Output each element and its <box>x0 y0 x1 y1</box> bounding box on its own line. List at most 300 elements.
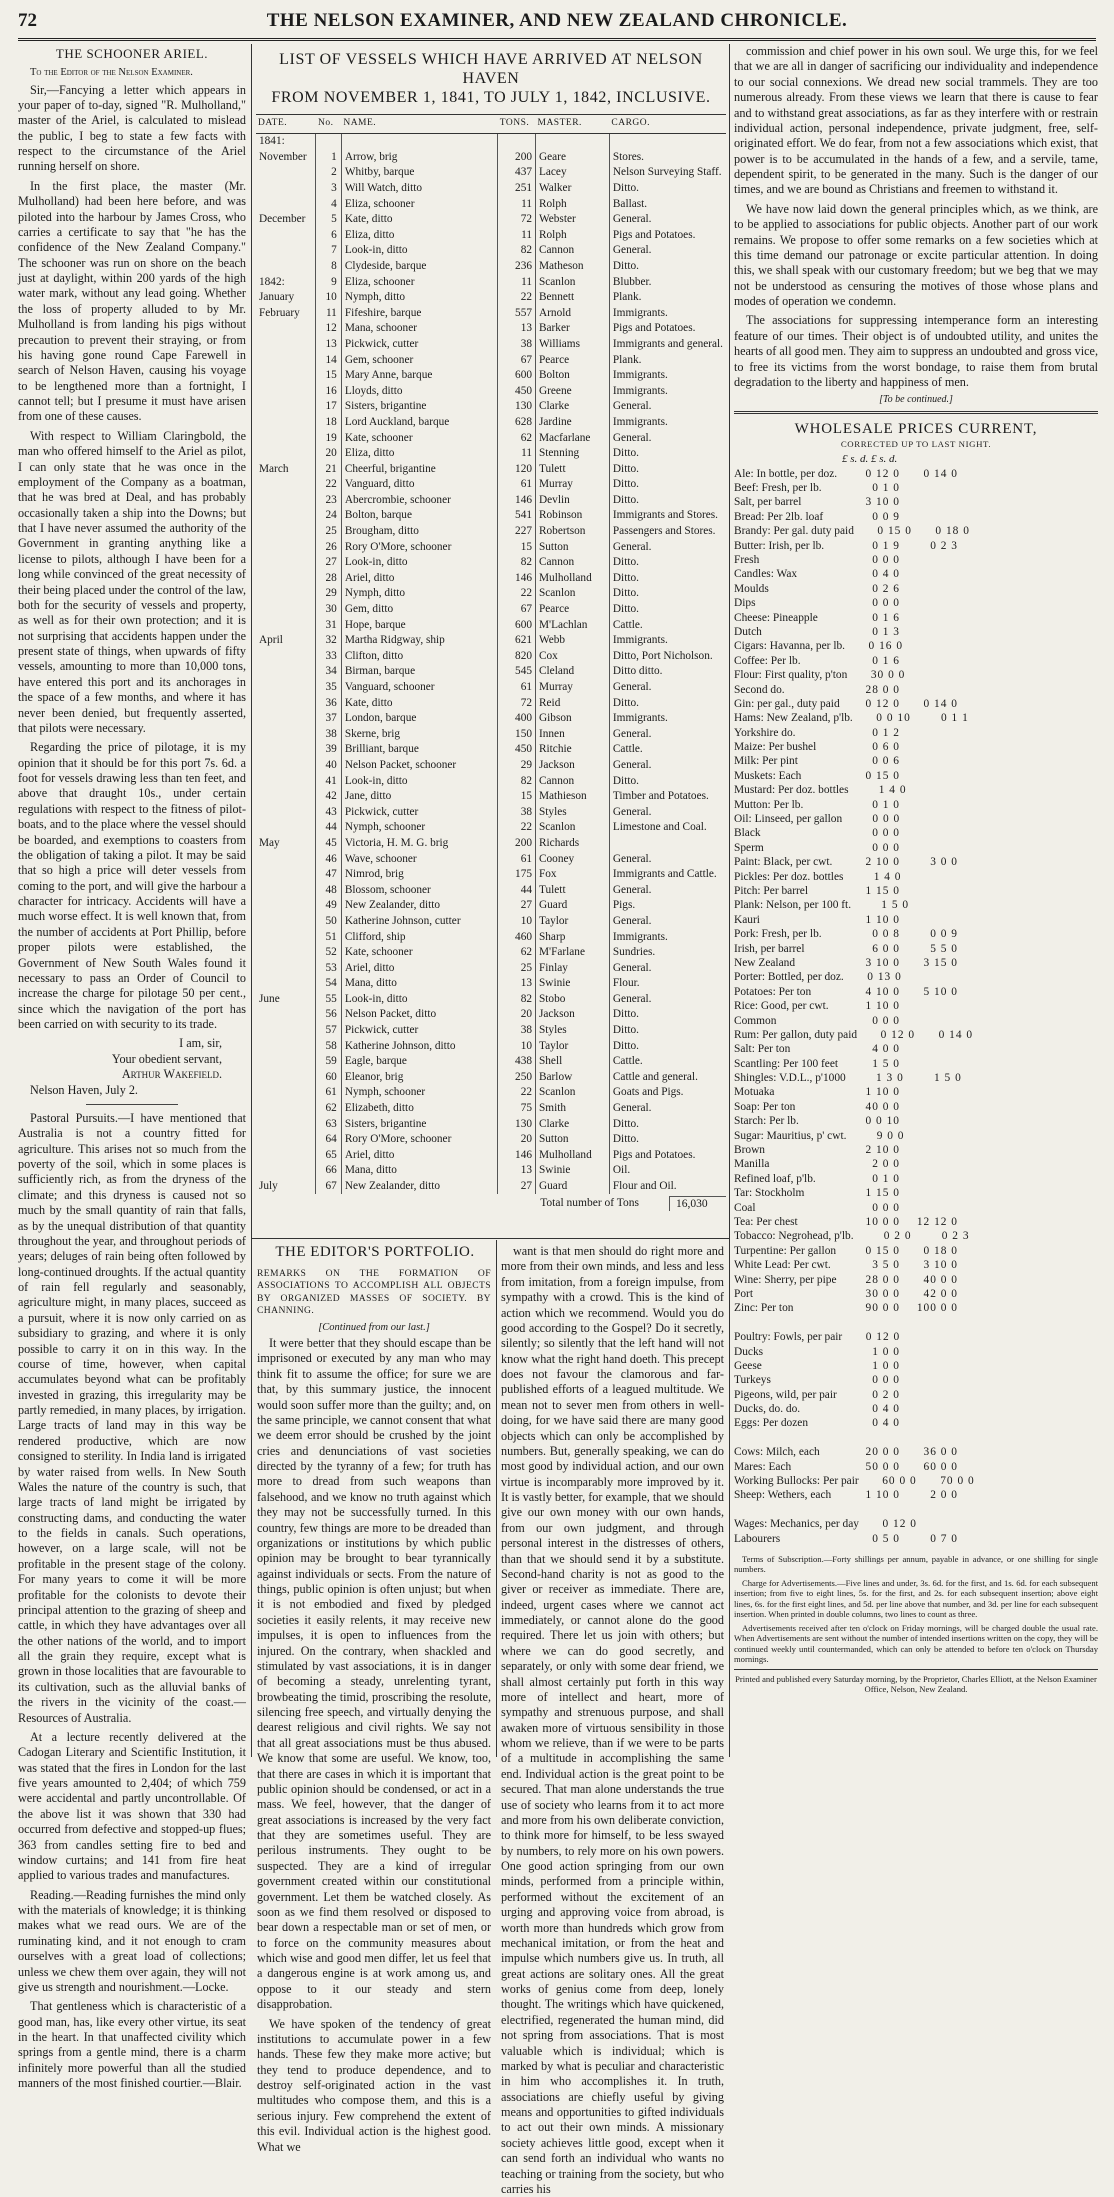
vessel-tons: 82 <box>498 991 536 1007</box>
table-row <box>256 243 726 259</box>
vessel-tons: 450 <box>498 742 536 758</box>
price-high <box>906 1157 958 1171</box>
price-high <box>906 754 958 768</box>
table-row <box>256 336 726 352</box>
vessel-name: Look-in, ditto <box>341 773 497 789</box>
table-row <box>256 1038 726 1054</box>
vessel-date <box>256 851 316 867</box>
vessel-cargo: Passengers and Stores. <box>612 525 716 538</box>
vessel-tons: 11 <box>498 445 536 461</box>
vessel-master: Bolton <box>536 367 610 383</box>
price-row <box>734 927 1098 941</box>
vessel-tons: 15 <box>498 539 536 555</box>
vessel-no: 64 <box>316 1132 341 1148</box>
vessel-cargo: Sundries. <box>612 946 656 959</box>
price-item: Coffee: Per lb. <box>734 654 801 667</box>
price-row <box>734 798 1098 812</box>
vessel-date <box>256 508 316 524</box>
paragraph: Terms of Subscription.—Forty shillings per annum, payable in advance, or one shilling for single numbers. <box>734 1553 1098 1575</box>
vessel-master: Finlay <box>536 960 610 976</box>
price-low: 0 2 0 <box>883 1230 912 1243</box>
vessel-date <box>256 664 316 680</box>
closing-2: Your obedient servant, <box>111 1051 222 1066</box>
price-row <box>734 942 1098 956</box>
vessel-master: Reid <box>536 695 610 711</box>
vessel-name: Eliza, ditto <box>341 445 497 461</box>
vessel-cargo: Limestone and Coal. <box>612 821 707 834</box>
vessel-name: New Zealander, ditto <box>341 1178 497 1194</box>
portfolio-title: THE EDITOR'S PORTFOLIO. <box>275 1244 475 1260</box>
price-item: Rice: Good, per cwt. <box>734 1000 829 1013</box>
price-item: Pigeons, wild, per pair <box>734 1388 837 1401</box>
vessels-table-body <box>256 133 726 1194</box>
price-high <box>906 740 958 754</box>
vessel-tons: 460 <box>498 929 536 945</box>
price-low: 0 1 0 <box>872 1172 900 1185</box>
vessel-master: Mulholland <box>536 570 610 586</box>
vessel-master: Mulholland <box>536 1147 610 1163</box>
price-row <box>734 1085 1098 1099</box>
price-high: 3 0 0 <box>930 856 958 869</box>
vessel-master: Jackson <box>536 757 610 773</box>
total-row <box>256 1196 726 1211</box>
vessel-cargo: Ditto, Port Nicholson. <box>612 649 713 662</box>
prices-column-head <box>734 453 1098 467</box>
vessel-name: Bolton, barque <box>341 508 497 524</box>
vessel-tons: 22 <box>498 820 536 836</box>
price-row <box>734 1301 1098 1315</box>
vessel-date <box>256 1132 316 1148</box>
vessel-cargo: Ditto. <box>612 696 639 709</box>
price-high: 12 12 0 <box>916 1215 958 1228</box>
vessel-cargo <box>609 835 726 851</box>
vessel-name: Nimrod, brig <box>341 866 497 882</box>
price-high: 0 18 0 <box>923 1244 958 1257</box>
price-high <box>906 553 958 567</box>
price-item: Cheese: Pineapple <box>734 611 818 624</box>
price-low: 2 10 0 <box>865 856 900 869</box>
price-high: 0 18 0 <box>935 525 970 538</box>
vessel-tons: 545 <box>498 664 536 680</box>
table-row <box>256 399 726 415</box>
vessel-no: 30 <box>316 601 341 617</box>
vessel-master: Jackson <box>536 1007 610 1023</box>
vessel-no: 16 <box>316 383 341 399</box>
vessel-name: Whitby, barque <box>341 165 497 181</box>
vessel-cargo: Oil. <box>612 1164 631 1177</box>
price-low: 30 0 0 <box>870 669 906 682</box>
portfolio-text-1 <box>257 1336 491 2155</box>
vessel-cargo: Goats and Pigs. <box>612 1086 684 1099</box>
vessel-name: Mana, ditto <box>341 976 497 992</box>
price-high <box>906 798 958 812</box>
vessel-date: April <box>256 633 316 649</box>
price-row <box>734 1157 1098 1171</box>
vessel-cargo: Blubber. <box>612 275 652 288</box>
vessel-tons: 67 <box>498 601 536 617</box>
price-row <box>734 1416 1098 1430</box>
price-item: Potatoes: Per ton <box>734 985 812 998</box>
vessel-name: Ariel, ditto <box>341 570 497 586</box>
paragraph: That gentleness which is characteristic of a good man, has, like every other virtue, its seat in the heart. In that unaffected civility which springs from a gentle mind, there is a charm infinitely more powerful than all the studied manners of the most finished courtier.—Blair. <box>18 1999 246 2091</box>
price-row <box>734 1488 1098 1502</box>
vessel-date <box>256 695 316 711</box>
vessel-date <box>256 570 316 586</box>
price-low: 6 0 0 <box>872 942 900 955</box>
price-low: 1 3 0 <box>875 1072 904 1085</box>
price-row <box>734 1100 1098 1114</box>
price-row <box>734 1316 1098 1330</box>
vessel-date <box>256 196 316 212</box>
price-item: Soap: Per ton <box>734 1100 796 1113</box>
vessel-cargo: Cattle and general. <box>612 1070 698 1083</box>
prices-subtitle: CORRECTED UP TO LAST NIGHT. <box>840 438 992 449</box>
price-high: 0 14 0 <box>938 1028 974 1041</box>
price-low: 0 12 0 <box>865 697 900 710</box>
vessel-no: 9 <box>316 274 341 290</box>
price-row <box>734 1071 1098 1085</box>
price-low: 1 10 0 <box>865 913 900 926</box>
price-high <box>906 611 958 625</box>
col-date: DATE. <box>256 114 316 133</box>
price-row <box>734 970 1098 984</box>
vessel-no: 55 <box>316 991 341 1007</box>
vessels-title <box>256 50 726 108</box>
vessel-name: Kate, schooner <box>341 944 497 960</box>
paragraph: It were better that they should escape than be imprisoned or executed by any man who may think fit to assume the office; for sure we are that, by this summary justice, the innocent would soon suffer more than the guilty; and, on the same principle, we cannot consent that what we deem error should be crushed by the joint cries and denunciations of vast societies directed by the tyranny of a few; for truth has more to dread from such weapons than falsehood, and we know no truth against which they may not be successfully turned. In this country, few things are more to be dreaded than organizations or institutions by which public opinion may be brought to bear tyrannically against individuals or sects. From the nature of things, public opinion is often unjust; but when it is not embodied and fixed by pledged societies it easily relents, it may receive new impulses, it is open to influences from the injured. On the contrary, when shackled and stimulated by vast associations, it is in danger of becoming a steady, unrelenting tyrant, browbeating the timid, proscribing the resolute, silencing free speech, and virtually denying the dearest religious and civil rights. We say not that all great associations must be thus abused. We know that some are useful. We know, too, that there are cases in which it is important that public opinion should be condensed, or act in a mass. We feel, however, that the danger of great associations is increased by the very fact that they are sometimes useful. They are perilous instruments. They ought to be suspected. They are a kind of irregular government created within our constitutional government. Let them be watched closely. As soon as we find them resolved or disposed to bear down a respectable man or set of men, or to force on the community measures about which wise and good men differ, let us feel that a dangerous engine is at work among us, and oppose to it our steady and stern disapprobation. <box>257 1336 491 2012</box>
vessel-no: 60 <box>316 1069 341 1085</box>
vessel-master: Stenning <box>536 445 610 461</box>
price-high <box>906 481 958 495</box>
price-row <box>734 697 1098 711</box>
vessel-master: Cooney <box>536 851 610 867</box>
prices-head-spacer <box>734 453 842 467</box>
price-item: Manilla <box>734 1158 770 1171</box>
price-high: 3 10 0 <box>923 1259 958 1272</box>
table-row <box>256 1022 726 1038</box>
table-row <box>256 133 726 149</box>
vessels-table <box>256 114 726 1194</box>
vessel-tons: 20 <box>498 1132 536 1148</box>
price-low: 0 13 0 <box>867 971 902 984</box>
table-row <box>256 227 726 243</box>
price-row <box>734 711 1098 725</box>
vessel-master: Guard <box>536 1178 610 1194</box>
vessel-name: Gem, schooner <box>341 352 497 368</box>
salutation: To the Editor of the Nelson Examiner. <box>30 67 193 79</box>
paragraph: With respect to William Claringbold, the man who offered himself to the Ariel as pilot, I can only state that he was once in the employment of the Company as a boatman, that he was bred at Deal, and has probably occasionally taken a ship into the Downs; but that I have never assumed the authority of the Government in granting anything like a license to pilots, although I have been for a long while convinced of the great necessity of their being placed under the control of the law, both for the security of vessels and property, as well as for their own protection; and it is not surprising that accidents happen under the present state of things, when upwards of fifty vessels, amounting to more than 10,000 tons, have entered this port and its anchorages in the space of a few months, and where it has never been denied, but frequently asserted, that pilots were necessary. <box>18 428 246 735</box>
vessel-master: Rolph <box>536 227 610 243</box>
vessel-date <box>256 1007 316 1023</box>
price-high <box>909 639 961 653</box>
vessel-name: Nymph, ditto <box>341 289 497 305</box>
price-row <box>734 1359 1098 1373</box>
price-item: Tobacco: Negrohead, p'lb. <box>734 1230 854 1243</box>
vessel-name: Eliza, schooner <box>341 196 497 212</box>
masthead: THE NELSON EXAMINER, AND NEW ZEALAND CHRONICLE. <box>266 10 848 31</box>
price-row <box>734 1028 1098 1042</box>
vessel-name: Katherine Johnson, cutter <box>341 913 497 929</box>
vessel-no: 62 <box>316 1100 341 1116</box>
vessel-date <box>256 258 316 274</box>
price-row <box>734 639 1098 653</box>
vessel-name: Katherine Johnson, ditto <box>341 1038 497 1054</box>
vessel-master: Barlow <box>536 1069 610 1085</box>
vessel-date: June <box>256 991 316 1007</box>
vessel-no: 36 <box>316 695 341 711</box>
vessel-master <box>536 133 610 149</box>
vessel-no: 46 <box>316 851 341 867</box>
vessel-tons: 22 <box>498 586 536 602</box>
vessel-cargo: Cattle. <box>612 618 643 631</box>
table-row <box>256 383 726 399</box>
vessel-date: December <box>256 212 316 228</box>
vessel-date <box>256 742 316 758</box>
vessel-name: Wave, schooner <box>341 851 497 867</box>
vessel-no: 53 <box>316 960 341 976</box>
vessel-date <box>256 492 316 508</box>
total-value: 16,030 <box>669 1196 726 1211</box>
price-high <box>908 970 960 984</box>
vessel-tons: 25 <box>498 960 536 976</box>
vessel-date: November <box>256 149 316 165</box>
price-low: 40 0 0 <box>865 1100 900 1113</box>
price-high: 5 10 0 <box>923 985 958 998</box>
price-item: Second do. <box>734 683 785 696</box>
vessel-date <box>256 367 316 383</box>
price-item: Motuaka <box>734 1086 775 1099</box>
vessel-master: Matheson <box>536 258 610 274</box>
vessel-master: Scanlon <box>536 820 610 836</box>
vessel-tons: 11 <box>498 196 536 212</box>
vessel-tons: 146 <box>498 570 536 586</box>
vessel-date <box>256 617 316 633</box>
table-row <box>256 492 726 508</box>
price-low: 50 0 0 <box>865 1460 900 1473</box>
vessel-no: 12 <box>316 321 341 337</box>
price-row <box>734 740 1098 754</box>
vessel-tons: 72 <box>498 695 536 711</box>
price-low: 0 0 9 <box>872 510 900 523</box>
price-high <box>906 683 958 697</box>
vessel-date: 1842: <box>256 274 316 290</box>
vessel-name: Clifton, ditto <box>341 648 497 664</box>
vessel-name: Clydeside, barque <box>341 258 497 274</box>
vessel-master: Swinie <box>536 1163 610 1179</box>
table-row <box>256 274 726 290</box>
vessel-cargo: Nelson Surveying Staff. <box>612 166 722 179</box>
vessel-no: 32 <box>316 633 341 649</box>
table-row <box>256 726 726 742</box>
vessel-tons: 820 <box>498 648 536 664</box>
price-low: 0 1 6 <box>872 611 900 624</box>
price-high <box>913 783 965 797</box>
vessel-master: Taylor <box>536 913 610 929</box>
price-row <box>734 1244 1098 1258</box>
table-row <box>256 1163 726 1179</box>
price-row <box>734 1273 1098 1287</box>
price-item: Turkeys <box>734 1374 771 1387</box>
table-row <box>256 461 726 477</box>
price-item <box>734 1503 842 1517</box>
vessel-tons: 146 <box>498 1147 536 1163</box>
price-row <box>734 1143 1098 1157</box>
vessel-name: Eagle, barque <box>341 1054 497 1070</box>
price-item: New Zealand <box>734 956 796 969</box>
price-row <box>734 1388 1098 1402</box>
vessel-date <box>256 383 316 399</box>
price-high <box>906 1143 958 1157</box>
vessel-master: M'Farlane <box>536 944 610 960</box>
table-row <box>256 929 726 945</box>
price-item: Refined loaf, p'lb. <box>734 1172 816 1185</box>
price-row <box>734 870 1098 884</box>
vessel-tons: 38 <box>498 804 536 820</box>
price-low: 1 4 0 <box>873 870 902 883</box>
vessel-cargo <box>609 133 726 149</box>
table-row <box>256 633 726 649</box>
vessel-master: Clarke <box>536 399 610 415</box>
vessel-no: 7 <box>316 243 341 259</box>
price-row <box>734 625 1098 639</box>
price-high: 0 14 0 <box>923 697 958 710</box>
vessel-name: Skerne, brig <box>341 726 497 742</box>
price-low: 90 0 0 <box>865 1302 900 1315</box>
continued-article <box>734 44 1098 390</box>
vessel-no: 35 <box>316 679 341 695</box>
price-item: Tar: Stockholm <box>734 1187 805 1200</box>
vessel-tons: 10 <box>498 913 536 929</box>
vessel-no: 54 <box>316 976 341 992</box>
table-row <box>256 1178 726 1194</box>
vessel-master: Richards <box>536 835 610 851</box>
price-high <box>906 1388 958 1402</box>
price-row <box>734 1373 1098 1387</box>
price-high: 5 5 0 <box>930 942 958 955</box>
vessel-master: Jardine <box>536 414 610 430</box>
vessel-date <box>256 773 316 789</box>
vessel-master: Tulett <box>536 461 610 477</box>
vessel-no: 1 <box>316 149 341 165</box>
vessel-cargo: Pigs and Potatoes. <box>612 322 696 335</box>
vessel-master: Swinie <box>536 976 610 992</box>
vessel-date <box>256 866 316 882</box>
price-high: 100 0 0 <box>916 1302 958 1315</box>
vessel-tons: 600 <box>498 367 536 383</box>
vessel-no: 58 <box>316 1038 341 1054</box>
vessel-name: Ariel, ditto <box>341 960 497 976</box>
vessel-date <box>256 601 316 617</box>
price-low: 0 0 8 <box>872 928 900 941</box>
price-item: Milk: Per pint <box>734 755 798 768</box>
table-row <box>256 1132 726 1148</box>
price-low: 0 15 0 <box>865 1244 900 1257</box>
vessel-tons: 61 <box>498 679 536 695</box>
paragraph: Regarding the price of pilotage, it is my opinion that it should be for this port 7s. 6d. a foot for vessels drawing less than ten feet, and above that draught 10s., under certain regulations with respect to the fitness of pilot-boats, and to the place where the vessel should be boarded, and exemptions to coasters from the obligation of taking a pilot. It may be said that so high a price will deter vessels from coming to the port, and will give the harbour a character for intricacy. Accidents will have a much worse effect. It is well known that, from the number of accidents at Port Phillip, before proper pilots were established, the Government of New South Wales found it necessary to pass an Order of Council to increase the charge for pilotage 50 per cent., since which the navigation of the port has been carried on with security to its trade. <box>18 740 246 1032</box>
vessel-name: Pickwick, cutter <box>341 336 497 352</box>
vessel-master: Clarke <box>536 1116 610 1132</box>
vessel-tons: 437 <box>498 165 536 181</box>
table-row <box>256 212 726 228</box>
table-row <box>256 1100 726 1116</box>
table-row <box>256 367 726 383</box>
vessel-cargo: Immigrants. <box>612 712 668 725</box>
vessel-master: Webb <box>536 633 610 649</box>
price-row <box>734 1201 1098 1215</box>
price-high: 3 15 0 <box>923 956 958 969</box>
vessel-date <box>256 913 316 929</box>
vessel-date <box>256 352 316 368</box>
vessel-tons: 200 <box>498 835 536 851</box>
vessel-master: Ritchie <box>536 742 610 758</box>
price-high <box>906 1172 958 1186</box>
table-row <box>256 804 726 820</box>
vessel-master: Smith <box>536 1100 610 1116</box>
vessel-tons: 621 <box>498 633 536 649</box>
price-high <box>906 841 958 855</box>
price-low: 1 0 0 <box>872 1359 900 1372</box>
price-row <box>734 1402 1098 1416</box>
vessel-no: 28 <box>316 570 341 586</box>
vessel-name: Ariel, ditto <box>341 1147 497 1163</box>
vessel-date <box>256 1100 316 1116</box>
vessel-tons: 82 <box>498 243 536 259</box>
price-item: Rum: Per gallon, duty paid <box>734 1028 858 1041</box>
vessel-no: 33 <box>316 648 341 664</box>
vessels-section <box>256 44 726 1236</box>
vessel-name: Kate, ditto <box>341 695 497 711</box>
vessel-tons: 75 <box>498 1100 536 1116</box>
price-item: Turpentine: Per gallon <box>734 1244 837 1257</box>
table-row <box>256 445 726 461</box>
price-row <box>734 1517 1098 1531</box>
price-low: 28 0 0 <box>865 683 900 696</box>
vessel-no: 51 <box>316 929 341 945</box>
vessel-name: Eliza, schooner <box>341 274 497 290</box>
vessel-tons: 130 <box>498 399 536 415</box>
price-high <box>906 726 958 740</box>
vessel-no: 26 <box>316 539 341 555</box>
table-row <box>256 1007 726 1023</box>
table-row <box>256 165 726 181</box>
vessel-name: Brilliant, barque <box>341 742 497 758</box>
price-row <box>734 1114 1098 1128</box>
vessel-no: 8 <box>316 258 341 274</box>
price-row <box>734 783 1098 797</box>
price-high <box>906 654 958 668</box>
vessel-master: Sutton <box>536 1132 610 1148</box>
vessel-tons: 557 <box>498 305 536 321</box>
price-row <box>734 1215 1098 1229</box>
vessel-name: Brougham, ditto <box>341 523 497 539</box>
vessel-no: 18 <box>316 414 341 430</box>
vessel-cargo: General. <box>612 213 652 226</box>
prices-rule <box>734 411 1098 414</box>
price-item: Labourers <box>734 1532 781 1545</box>
price-low: 1 5 0 <box>881 899 910 912</box>
vessel-no: 43 <box>316 804 341 820</box>
price-row <box>734 1057 1098 1071</box>
price-item: Brown <box>734 1144 766 1157</box>
terms-section <box>734 1554 1098 1665</box>
price-high <box>911 668 963 682</box>
price-high: 36 0 0 <box>923 1446 958 1459</box>
price-high <box>906 826 958 840</box>
price-row <box>734 1474 1098 1488</box>
table-row <box>256 352 726 368</box>
vessel-master: Macfarlane <box>536 430 610 446</box>
vessel-name: Nelson Packet, schooner <box>341 757 497 773</box>
